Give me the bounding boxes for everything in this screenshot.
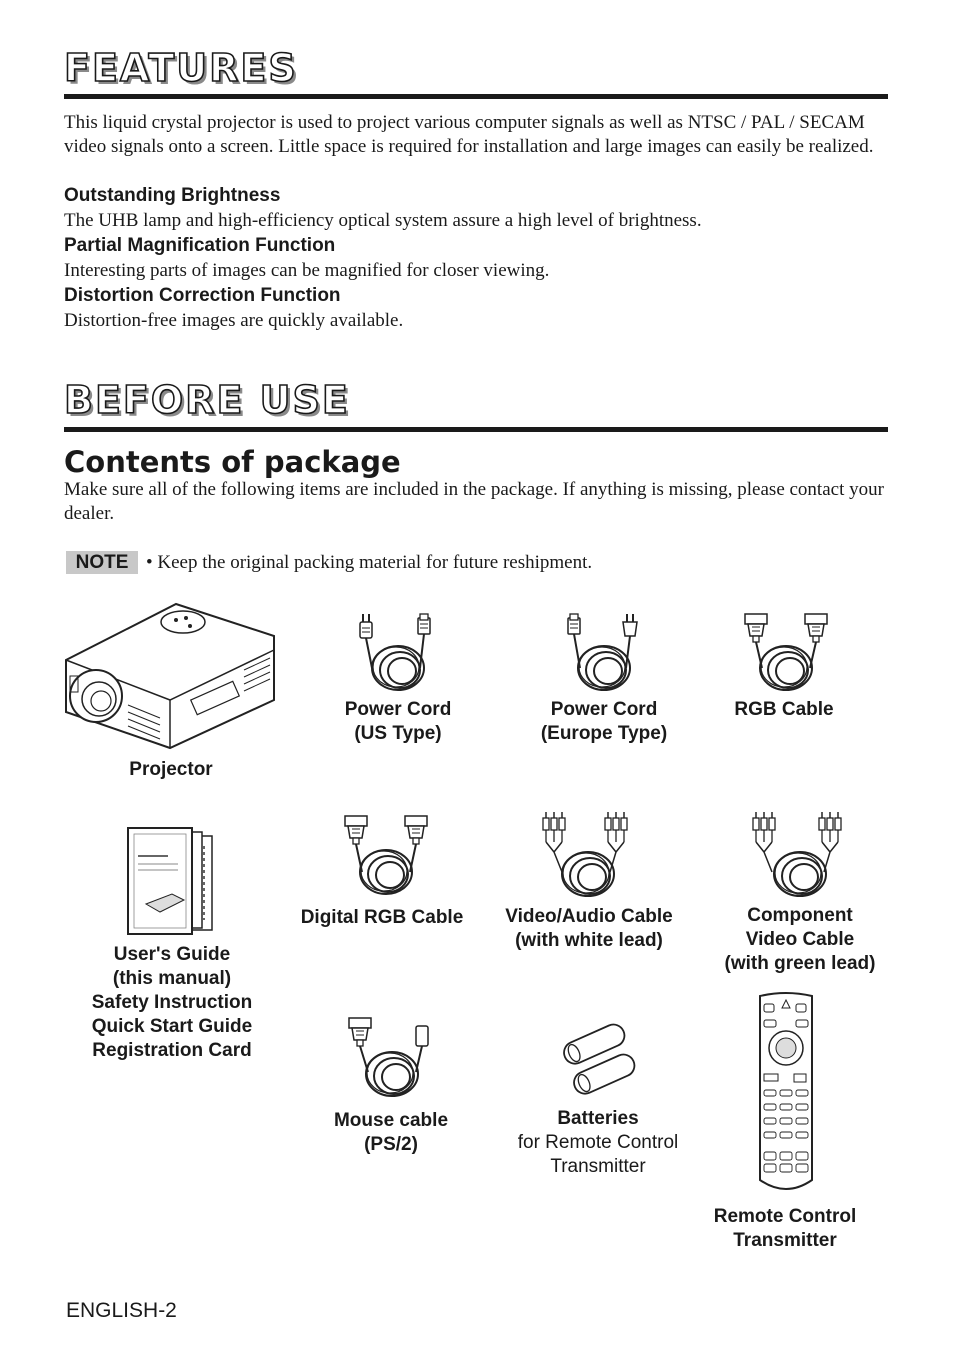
contents-of-package-title: Contents of package: [64, 445, 401, 479]
component-video-cable-illustration: [753, 812, 841, 896]
mouse-cable-illustration: [349, 1018, 428, 1096]
note-tag: NOTE: [66, 551, 138, 574]
power-cord-europe-illustration: [568, 614, 637, 690]
label-batteries: Batteries for Remote Control Transmitter: [517, 1108, 679, 1177]
label-remote-control: Remote Control Transmitter: [713, 1206, 857, 1251]
label-digital-rgb-cable: Digital RGB Cable: [300, 907, 464, 928]
before-use-title: BEFORE USE: [64, 378, 350, 422]
video-audio-cable-illustration: [543, 812, 627, 896]
label-power-cord-europe: Power Cord (Europe Type): [540, 699, 668, 744]
digital-rgb-cable-illustration: [345, 816, 427, 894]
feature-text-distortion: Distortion-free images are quickly available.: [64, 310, 404, 331]
remote-control-illustration: [760, 993, 812, 1189]
label-rgb-cable: RGB Cable: [734, 699, 834, 720]
label-mouse-cable: Mouse cable (PS/2): [333, 1110, 449, 1155]
note-text: • Keep the original packing material for future reshipment.: [146, 552, 593, 573]
manuals-illustration: [128, 828, 212, 934]
feature-text-magnification: Interesting parts of images can be magnified for closer viewing.: [64, 260, 550, 281]
feature-heading-brightness: Outstanding Brightness: [64, 185, 281, 206]
features-title: FEATURES: [64, 46, 298, 90]
rgb-cable-illustration: [745, 614, 827, 690]
label-projector: Projector: [129, 759, 213, 780]
contents-intro: Make sure all of the following items are included in the package. If anything is missing, please contact your dealer.: [64, 479, 884, 524]
power-cord-us-illustration: [360, 614, 430, 690]
batteries-illustration: [561, 1021, 638, 1097]
feature-text-brightness: The UHB lamp and high-efficiency optical system assure a high level of brightness.: [64, 210, 702, 231]
page-footer: ENGLISH-2: [66, 1299, 177, 1322]
label-video-audio-cable: Video/Audio Cable (with white lead): [505, 906, 673, 951]
feature-heading-distortion: Distortion Correction Function: [64, 285, 341, 306]
before-use-rule: [64, 427, 888, 432]
label-power-cord-us: Power Cord (US Type): [344, 699, 452, 744]
label-manuals: User's Guide (this manual) Safety Instruction Quick Start Guide Registration Card: [91, 944, 253, 1061]
projector-illustration: [66, 604, 274, 748]
label-component-video-cable: Component Video Cable (with green lead): [724, 905, 876, 974]
features-intro: This liquid crystal projector is used to project various computer signals as well as NTSC / PAL / SECAM video signals onto a screen. Little space is required for installation and large images can easily be realized.: [64, 112, 874, 157]
features-rule: [64, 94, 888, 99]
feature-heading-magnification: Partial Magnification Function: [64, 235, 336, 256]
